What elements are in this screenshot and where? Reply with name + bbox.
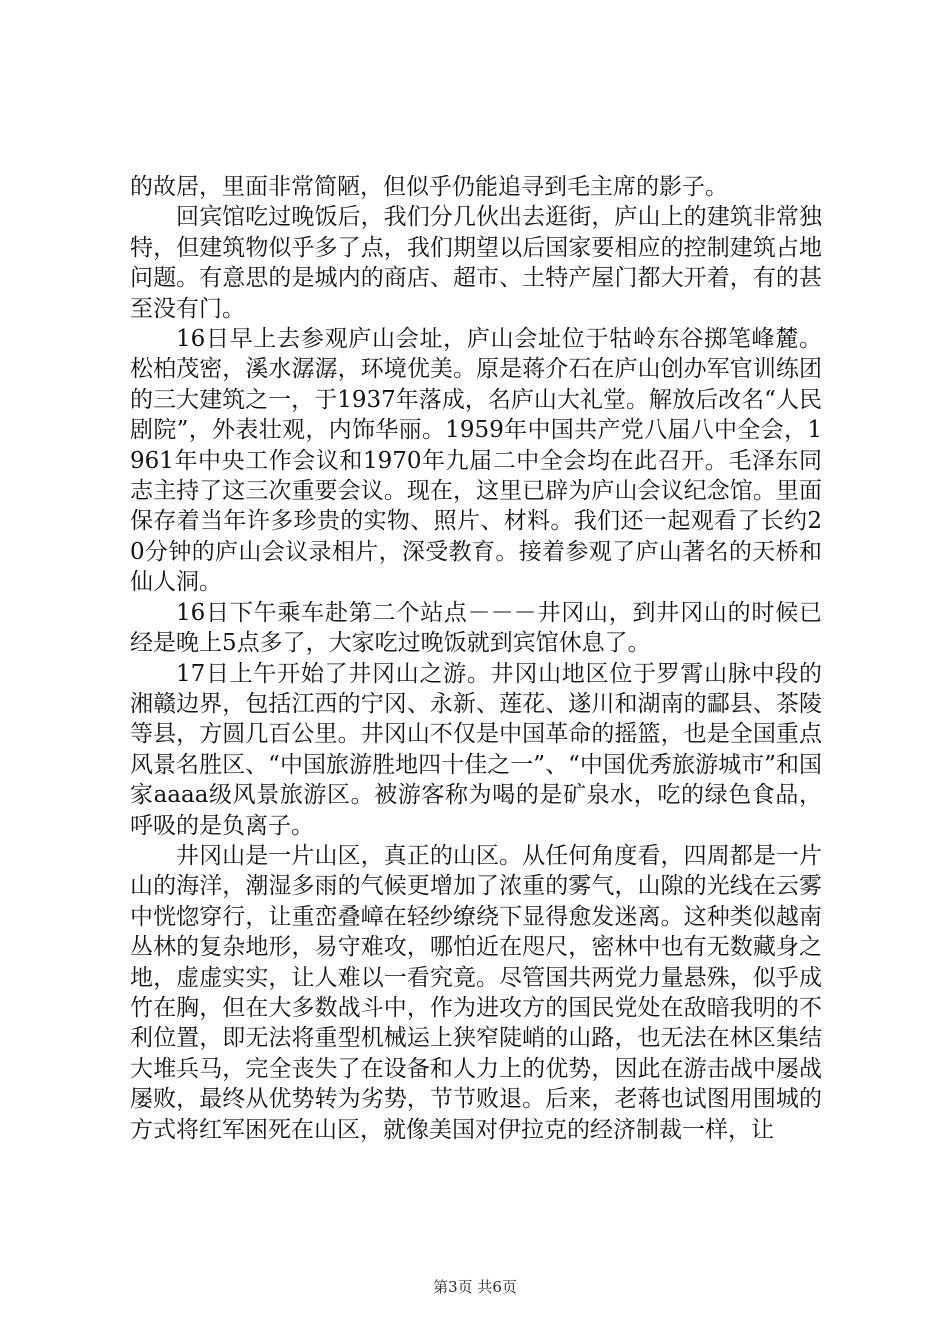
- paragraph-to-jinggangshan: 16日下午乘车赴第二个站点－－－井冈山，到井冈山的时候已经是晚上5点多了，大家吃过晚饭就到宾馆休息了。: [130, 599, 822, 657]
- page-footer: 第3页 共6页: [433, 1278, 517, 1296]
- paragraph-jinggangshan-terrain: 井冈山是一片山区，真正的山区。从任何角度看，四周都是一片山的海洋，潮湿多雨的气候更增加了浓重的雾气，山隙的光线在云雾中恍惚穿行，让重峦叠嶂在轻纱缭绕下显得愈发迷离。这种类似越南丛林的复杂地形，易守难攻，哪怕近在咫尺，密林中也有无数藏身之地，虚虚实实，让人难以一看究竟。尽管国共两党力量悬殊，似乎成竹在胸，但在大多数战斗中，作为进攻方的国民党处在敌暗我明的不利位置，即无法将重型机械运上狭窄陡峭的山路，也无法在林区集结大堆兵马，完全丧失了在设备和人力上的优势，因此在游击战中屡战屡败，最终从优势转为劣势，节节败退。后来，老蒋也试图用围城的方式将红军困死在山区，就像美国对伊拉克的经济制裁一样，让: [130, 842, 822, 1143]
- document-body: [130, 172, 822, 1145]
- paragraph-lushan-conference-site: 16日早上去参观庐山会址，庐山会址位于牯岭东谷掷笔峰麓。松柏茂密，溪水潺潺，环境优美。原是蒋介石在庐山创办军官训练团的三大建筑之一，于1937年落成，名庐山大礼堂。解放后改名“人民剧院”，外表壮观，内饰华丽。1959年中国共产党八届八中全会，1961年中央工作会议和1970年九届二中全会均在此召开。毛泽东同志主持了这三次重要会议。现在，这里已辟为庐山会议纪念馆。里面保存着当年许多珍贵的实物、照片、材料。我们还一起观看了长约20分钟的庐山会议录相片，深受教育。接着参观了庐山著名的天桥和仙人洞。: [130, 326, 822, 596]
- paragraph-evening-stroll: 回宾馆吃过晚饭后，我们分几伙出去逛街，庐山上的建筑非常独特，但建筑物似乎多了点，我们期望以后国家要相应的控制建筑占地问题。有意思的是城内的商店、超市、土特产屋门都大开着，有的甚至没有门。: [130, 204, 822, 322]
- paragraph-jinggangshan-tour: 17日上午开始了井冈山之游。井冈山地区位于罗霄山脉中段的湘赣边界，包括江西的宁冈、永新、莲花、遂川和湖南的酃县、茶陵等县，方圆几百公里。井冈山不仅是中国革命的摇篮，也是全国重点风景名胜区、“中国旅游胜地四十佳之一”、“中国优秀旅游城市”和国家aaaa级风景旅游区。被游客称为喝的是矿泉水，吃的绿色食品，呼吸的是负离子。: [130, 660, 822, 839]
- paragraph-continued: 的故居，里面非常简陋，但似乎仍能追寻到毛主席的影子。: [130, 174, 728, 200]
